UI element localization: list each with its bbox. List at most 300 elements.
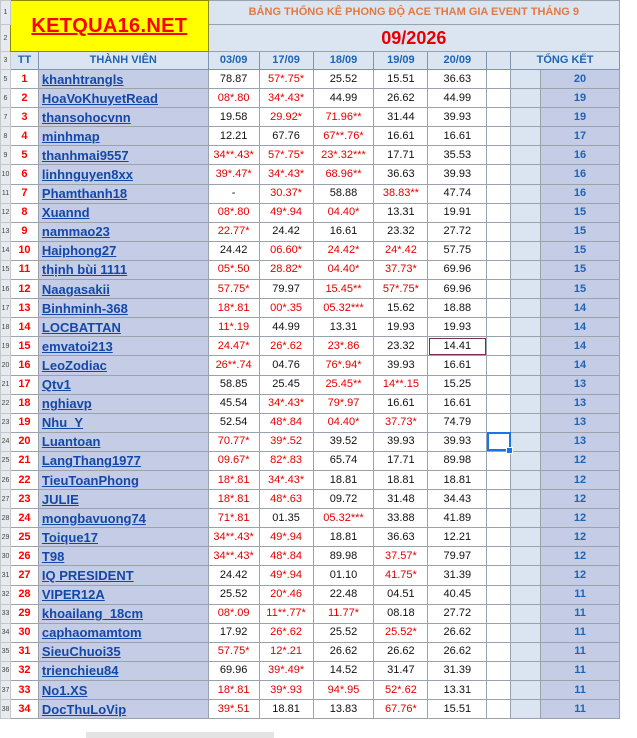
- member-name-link[interactable]: Luantoan: [38, 432, 208, 451]
- score-cell[interactable]: 12.21: [428, 528, 487, 547]
- col-header-date[interactable]: 19/09: [374, 52, 428, 70]
- score-cell[interactable]: 58.88: [313, 184, 374, 203]
- score-cell[interactable]: 18*.81: [208, 681, 259, 700]
- rank-cell[interactable]: 26: [10, 547, 38, 566]
- rank-cell[interactable]: 18: [10, 394, 38, 413]
- rank-cell[interactable]: 33: [10, 681, 38, 700]
- empty-cell[interactable]: [511, 241, 541, 260]
- horizontal-scrollbar[interactable]: [0, 720, 637, 738]
- score-cell[interactable]: 71.96**: [313, 108, 374, 127]
- score-cell[interactable]: 24.42*: [313, 241, 374, 260]
- empty-cell[interactable]: [511, 528, 541, 547]
- score-cell[interactable]: 34**.43*: [208, 547, 259, 566]
- score-cell[interactable]: 19.93: [428, 318, 487, 337]
- col-header-date[interactable]: 03/09: [208, 52, 259, 70]
- empty-cell[interactable]: [511, 509, 541, 528]
- score-cell[interactable]: 36.63: [374, 528, 428, 547]
- score-cell[interactable]: 16.61: [428, 394, 487, 413]
- score-cell[interactable]: 57*.75*: [374, 280, 428, 299]
- score-cell[interactable]: 04.76: [259, 356, 313, 375]
- total-cell[interactable]: 12: [541, 547, 620, 566]
- empty-cell[interactable]: [511, 394, 541, 413]
- score-cell[interactable]: 39*.47*: [208, 165, 259, 184]
- score-cell[interactable]: 13.31: [313, 318, 374, 337]
- empty-cell[interactable]: [511, 642, 541, 661]
- col-header-tt[interactable]: TT: [10, 52, 38, 70]
- total-cell[interactable]: 11: [541, 623, 620, 642]
- score-cell[interactable]: 39.93: [428, 108, 487, 127]
- score-cell[interactable]: 58.85: [208, 375, 259, 394]
- score-cell[interactable]: 57.75*: [208, 642, 259, 661]
- empty-cell[interactable]: [511, 413, 541, 432]
- member-name-link[interactable]: T98: [38, 547, 208, 566]
- score-cell[interactable]: 79.97: [259, 280, 313, 299]
- score-cell[interactable]: 05.32***: [313, 509, 374, 528]
- score-cell[interactable]: 39.93: [374, 432, 428, 451]
- empty-cell[interactable]: [511, 108, 541, 127]
- score-cell[interactable]: 57*.75*: [259, 70, 313, 89]
- score-cell[interactable]: 26.62: [428, 642, 487, 661]
- rank-cell[interactable]: 15: [10, 337, 38, 356]
- member-name-link[interactable]: JULIE: [38, 490, 208, 509]
- member-name-link[interactable]: khanhtrangls: [38, 70, 208, 89]
- score-cell[interactable]: 34**.43*: [208, 528, 259, 547]
- score-cell[interactable]: 47.74: [428, 184, 487, 203]
- score-cell[interactable]: 16.61: [428, 356, 487, 375]
- empty-cell[interactable]: [511, 623, 541, 642]
- score-cell[interactable]: 12.21: [208, 127, 259, 146]
- empty-cell[interactable]: [511, 566, 541, 585]
- total-cell[interactable]: 20: [541, 70, 620, 89]
- rank-cell[interactable]: 9: [10, 222, 38, 241]
- score-cell[interactable]: 23.32: [374, 222, 428, 241]
- col-header-total[interactable]: TỔNG KẾT: [511, 52, 620, 70]
- score-cell[interactable]: 13.31: [428, 681, 487, 700]
- score-cell[interactable]: 38.83**: [374, 184, 428, 203]
- rank-cell[interactable]: 11: [10, 260, 38, 279]
- score-cell[interactable]: 19.91: [428, 203, 487, 222]
- rank-cell[interactable]: 7: [10, 184, 38, 203]
- score-cell[interactable]: 69.96: [208, 661, 259, 680]
- score-cell[interactable]: 22.48: [313, 585, 374, 604]
- member-name-link[interactable]: HoaVoKhuyetRead: [38, 89, 208, 108]
- score-cell[interactable]: 14.52: [313, 661, 374, 680]
- score-cell[interactable]: 44.99: [313, 89, 374, 108]
- score-cell[interactable]: 25.52: [313, 70, 374, 89]
- score-cell[interactable]: 26.62: [313, 642, 374, 661]
- total-cell[interactable]: 11: [541, 642, 620, 661]
- total-cell[interactable]: 16: [541, 165, 620, 184]
- empty-cell[interactable]: [487, 681, 511, 700]
- score-cell[interactable]: 39.93: [374, 356, 428, 375]
- empty-cell[interactable]: [511, 451, 541, 470]
- score-cell[interactable]: 04.40*: [313, 260, 374, 279]
- total-cell[interactable]: 12: [541, 509, 620, 528]
- empty-cell[interactable]: [487, 165, 511, 184]
- total-cell[interactable]: 15: [541, 222, 620, 241]
- empty-cell[interactable]: [511, 203, 541, 222]
- empty-cell[interactable]: [487, 700, 511, 719]
- score-cell[interactable]: 25.45: [259, 375, 313, 394]
- rank-cell[interactable]: 1: [10, 70, 38, 89]
- total-cell[interactable]: 15: [541, 260, 620, 279]
- total-cell[interactable]: 14: [541, 356, 620, 375]
- empty-cell[interactable]: [487, 356, 511, 375]
- score-cell[interactable]: 18*.81: [208, 470, 259, 489]
- score-cell[interactable]: 45.54: [208, 394, 259, 413]
- score-cell[interactable]: 15.51: [374, 70, 428, 89]
- empty-cell[interactable]: [511, 299, 541, 318]
- score-cell[interactable]: 34*.43*: [259, 165, 313, 184]
- score-cell[interactable]: 79.97: [428, 547, 487, 566]
- empty-cell[interactable]: [511, 700, 541, 719]
- score-cell[interactable]: 11*.19: [208, 318, 259, 337]
- member-name-link[interactable]: VIPER12A: [38, 585, 208, 604]
- total-cell[interactable]: 13: [541, 375, 620, 394]
- score-cell[interactable]: 27.72: [428, 604, 487, 623]
- member-name-link[interactable]: trienchieu84: [38, 661, 208, 680]
- member-name-link[interactable]: DocThuLoVip: [38, 700, 208, 719]
- member-name-link[interactable]: Toique17: [38, 528, 208, 547]
- score-cell[interactable]: 18*.81: [208, 490, 259, 509]
- score-cell[interactable]: 04.40*: [313, 413, 374, 432]
- empty-cell[interactable]: [511, 222, 541, 241]
- score-cell[interactable]: 24.42: [259, 222, 313, 241]
- score-cell[interactable]: 18.81: [428, 470, 487, 489]
- member-name-link[interactable]: Binhminh-368: [38, 299, 208, 318]
- col-header-blank[interactable]: [487, 52, 511, 70]
- rank-cell[interactable]: 10: [10, 241, 38, 260]
- score-cell[interactable]: 16.61: [374, 394, 428, 413]
- score-cell[interactable]: 37.73*: [374, 260, 428, 279]
- score-cell[interactable]: 52.54: [208, 413, 259, 432]
- rank-cell[interactable]: 29: [10, 604, 38, 623]
- score-cell[interactable]: 49*.94: [259, 528, 313, 547]
- member-name-link[interactable]: caphaomamtom: [38, 623, 208, 642]
- score-cell[interactable]: 31.39: [428, 566, 487, 585]
- score-cell[interactable]: 13.83: [313, 700, 374, 719]
- rank-cell[interactable]: 21: [10, 451, 38, 470]
- score-cell[interactable]: 29.92*: [259, 108, 313, 127]
- rank-cell[interactable]: 13: [10, 299, 38, 318]
- score-cell[interactable]: 27.72: [428, 222, 487, 241]
- total-cell[interactable]: 19: [541, 89, 620, 108]
- empty-cell[interactable]: [511, 432, 541, 451]
- empty-cell[interactable]: [511, 184, 541, 203]
- score-cell[interactable]: 05*.50: [208, 260, 259, 279]
- total-cell[interactable]: 19: [541, 108, 620, 127]
- score-cell[interactable]: 67.76: [259, 127, 313, 146]
- score-cell[interactable]: 15.51: [428, 700, 487, 719]
- score-cell[interactable]: 04.51: [374, 585, 428, 604]
- score-cell[interactable]: 39*.52: [259, 432, 313, 451]
- score-cell[interactable]: 15.62: [374, 299, 428, 318]
- score-cell[interactable]: 94*.95: [313, 681, 374, 700]
- score-cell[interactable]: 09.72: [313, 490, 374, 509]
- score-cell[interactable]: 14**.15: [374, 375, 428, 394]
- vertical-scroll-area[interactable]: [620, 0, 637, 720]
- rank-cell[interactable]: 24: [10, 509, 38, 528]
- score-cell[interactable]: 08*.80: [208, 203, 259, 222]
- col-header-date[interactable]: 18/09: [313, 52, 374, 70]
- member-name-link[interactable]: No1.XS: [38, 681, 208, 700]
- member-name-link[interactable]: thịnh bùi 1111: [38, 260, 208, 279]
- total-cell[interactable]: 15: [541, 241, 620, 260]
- total-cell[interactable]: 11: [541, 700, 620, 719]
- total-cell[interactable]: 12: [541, 528, 620, 547]
- empty-cell[interactable]: [511, 280, 541, 299]
- empty-cell[interactable]: [487, 509, 511, 528]
- empty-cell[interactable]: [511, 604, 541, 623]
- total-cell[interactable]: 17: [541, 127, 620, 146]
- member-name-link[interactable]: Naagasakii: [38, 280, 208, 299]
- total-cell[interactable]: 11: [541, 585, 620, 604]
- score-cell[interactable]: 08*.09: [208, 604, 259, 623]
- score-cell[interactable]: 52*.62: [374, 681, 428, 700]
- score-cell[interactable]: 37.57*: [374, 547, 428, 566]
- score-cell[interactable]: 06.60*: [259, 241, 313, 260]
- empty-cell[interactable]: [487, 184, 511, 203]
- empty-cell[interactable]: [487, 375, 511, 394]
- score-cell[interactable]: 00*.35: [259, 299, 313, 318]
- score-cell[interactable]: 67**.76*: [313, 127, 374, 146]
- score-cell[interactable]: 28.82*: [259, 260, 313, 279]
- member-name-link[interactable]: Qtv1: [38, 375, 208, 394]
- rank-cell[interactable]: 12: [10, 280, 38, 299]
- total-cell[interactable]: 14: [541, 337, 620, 356]
- empty-cell[interactable]: [487, 642, 511, 661]
- score-cell[interactable]: 14.41: [428, 337, 487, 356]
- score-cell[interactable]: 78.87: [208, 70, 259, 89]
- rank-cell[interactable]: 16: [10, 356, 38, 375]
- rank-cell[interactable]: 32: [10, 661, 38, 680]
- score-cell[interactable]: 30.37*: [259, 184, 313, 203]
- member-name-link[interactable]: linhnguyen8xx: [38, 165, 208, 184]
- score-cell[interactable]: 05.32***: [313, 299, 374, 318]
- score-cell[interactable]: 33.88: [374, 509, 428, 528]
- score-cell[interactable]: 67.76*: [374, 700, 428, 719]
- score-cell[interactable]: 57.75: [428, 241, 487, 260]
- score-cell[interactable]: 39.52: [313, 432, 374, 451]
- total-cell[interactable]: 13: [541, 394, 620, 413]
- score-cell[interactable]: 18.81: [259, 700, 313, 719]
- score-cell[interactable]: 89.98: [428, 451, 487, 470]
- score-cell[interactable]: 25.52: [208, 585, 259, 604]
- score-cell[interactable]: 48*.63: [259, 490, 313, 509]
- rank-cell[interactable]: 17: [10, 375, 38, 394]
- score-cell[interactable]: 09.67*: [208, 451, 259, 470]
- total-cell[interactable]: 14: [541, 318, 620, 337]
- col-header-member[interactable]: THÀNH VIÊN: [38, 52, 208, 70]
- score-cell[interactable]: 24.42: [208, 241, 259, 260]
- member-name-link[interactable]: khoailang_18cm: [38, 604, 208, 623]
- empty-cell[interactable]: [511, 681, 541, 700]
- col-header-date[interactable]: 17/09: [259, 52, 313, 70]
- score-cell[interactable]: 48*.84: [259, 547, 313, 566]
- horizontal-scroll-thumb[interactable]: [86, 732, 274, 738]
- score-cell[interactable]: 34*.43*: [259, 394, 313, 413]
- empty-cell[interactable]: [511, 165, 541, 184]
- member-name-link[interactable]: thanhmai9557: [38, 146, 208, 165]
- score-cell[interactable]: 39.93: [428, 165, 487, 184]
- member-name-link[interactable]: Xuannd: [38, 203, 208, 222]
- score-cell[interactable]: 41.75*: [374, 566, 428, 585]
- rank-cell[interactable]: 30: [10, 623, 38, 642]
- score-cell[interactable]: 25.52: [313, 623, 374, 642]
- empty-cell[interactable]: [487, 528, 511, 547]
- score-cell[interactable]: 13.31: [374, 203, 428, 222]
- score-cell[interactable]: 08*.80: [208, 89, 259, 108]
- empty-cell[interactable]: [487, 241, 511, 260]
- sheet-month[interactable]: 09/2026: [208, 25, 619, 52]
- empty-cell[interactable]: [487, 203, 511, 222]
- score-cell[interactable]: 57*.75*: [259, 146, 313, 165]
- score-cell[interactable]: 70.77*: [208, 432, 259, 451]
- score-cell[interactable]: 22.77*: [208, 222, 259, 241]
- score-cell[interactable]: 16.61: [428, 127, 487, 146]
- empty-cell[interactable]: [487, 585, 511, 604]
- total-cell[interactable]: 14: [541, 299, 620, 318]
- score-cell[interactable]: 39*.93: [259, 681, 313, 700]
- empty-cell[interactable]: [511, 260, 541, 279]
- score-cell[interactable]: 39.93: [428, 432, 487, 451]
- empty-cell[interactable]: [511, 70, 541, 89]
- score-cell[interactable]: 16.61: [313, 222, 374, 241]
- empty-cell[interactable]: [487, 604, 511, 623]
- score-cell[interactable]: 23.32: [374, 337, 428, 356]
- score-cell[interactable]: 44.99: [259, 318, 313, 337]
- rank-cell[interactable]: 14: [10, 318, 38, 337]
- score-cell[interactable]: 35.53: [428, 146, 487, 165]
- empty-cell[interactable]: [487, 337, 511, 356]
- score-cell[interactable]: 65.74: [313, 451, 374, 470]
- total-cell[interactable]: 16: [541, 184, 620, 203]
- total-cell[interactable]: 15: [541, 203, 620, 222]
- score-cell[interactable]: 15.25: [428, 375, 487, 394]
- score-cell[interactable]: 04.40*: [313, 203, 374, 222]
- rank-cell[interactable]: 19: [10, 413, 38, 432]
- sheet-title[interactable]: BẢNG THỐNG KÊ PHONG ĐỘ ACE THAM GIA EVENT THÁNG 9: [208, 1, 619, 25]
- site-logo[interactable]: [10, 1, 208, 52]
- member-name-link[interactable]: Nhu_Y: [38, 413, 208, 432]
- member-name-link[interactable]: minhmap: [38, 127, 208, 146]
- score-cell[interactable]: 68.96**: [313, 165, 374, 184]
- score-cell[interactable]: 39*.49*: [259, 661, 313, 680]
- score-cell[interactable]: 18.81: [313, 528, 374, 547]
- score-cell[interactable]: 17.92: [208, 623, 259, 642]
- empty-cell[interactable]: [487, 318, 511, 337]
- score-cell[interactable]: 25.45**: [313, 375, 374, 394]
- score-cell[interactable]: 34*.43*: [259, 89, 313, 108]
- score-cell[interactable]: 25.52*: [374, 623, 428, 642]
- score-cell[interactable]: 48*.84: [259, 413, 313, 432]
- score-cell[interactable]: 26*.62: [259, 337, 313, 356]
- empty-cell[interactable]: [487, 451, 511, 470]
- empty-cell[interactable]: [487, 89, 511, 108]
- rank-cell[interactable]: 27: [10, 566, 38, 585]
- score-cell[interactable]: 26**.74: [208, 356, 259, 375]
- member-name-link[interactable]: Phamthanh18: [38, 184, 208, 203]
- col-header-date[interactable]: 20/09: [428, 52, 487, 70]
- member-name-link[interactable]: LOCBATTAN: [38, 318, 208, 337]
- total-cell[interactable]: 12: [541, 566, 620, 585]
- score-cell[interactable]: 17.71: [374, 146, 428, 165]
- score-cell[interactable]: 49*.94: [259, 203, 313, 222]
- empty-cell[interactable]: [487, 566, 511, 585]
- score-cell[interactable]: 20*.46: [259, 585, 313, 604]
- member-name-link[interactable]: mongbavuong74: [38, 509, 208, 528]
- score-cell[interactable]: 57.75*: [208, 280, 259, 299]
- member-name-link[interactable]: Haiphong27: [38, 241, 208, 260]
- member-name-link[interactable]: thansohocvnn: [38, 108, 208, 127]
- score-cell[interactable]: 79*.97: [313, 394, 374, 413]
- empty-cell[interactable]: [487, 299, 511, 318]
- score-cell[interactable]: 31.39: [428, 661, 487, 680]
- empty-cell[interactable]: [511, 356, 541, 375]
- member-name-link[interactable]: nammao23: [38, 222, 208, 241]
- empty-cell[interactable]: [487, 127, 511, 146]
- rank-cell[interactable]: 25: [10, 528, 38, 547]
- score-cell[interactable]: 19.58: [208, 108, 259, 127]
- score-cell[interactable]: 31.48: [374, 490, 428, 509]
- rank-cell[interactable]: 34: [10, 700, 38, 719]
- score-cell[interactable]: 24*.42: [374, 241, 428, 260]
- score-cell[interactable]: 36.63: [428, 70, 487, 89]
- empty-cell[interactable]: [487, 623, 511, 642]
- score-cell[interactable]: 31.47: [374, 661, 428, 680]
- member-name-link[interactable]: LangThang1977: [38, 451, 208, 470]
- score-cell[interactable]: 82*.83: [259, 451, 313, 470]
- rank-cell[interactable]: 22: [10, 470, 38, 489]
- score-cell[interactable]: 34.43: [428, 490, 487, 509]
- score-cell[interactable]: 24.47*: [208, 337, 259, 356]
- score-cell[interactable]: 71*.81: [208, 509, 259, 528]
- score-cell[interactable]: 74.79: [428, 413, 487, 432]
- score-cell[interactable]: 26.62: [428, 623, 487, 642]
- score-cell[interactable]: 41.89: [428, 509, 487, 528]
- empty-cell[interactable]: [511, 490, 541, 509]
- empty-cell[interactable]: [511, 89, 541, 108]
- score-cell[interactable]: 18.88: [428, 299, 487, 318]
- empty-cell[interactable]: [511, 146, 541, 165]
- empty-cell[interactable]: [511, 585, 541, 604]
- fill-handle[interactable]: [506, 447, 513, 454]
- total-cell[interactable]: 12: [541, 490, 620, 509]
- score-cell[interactable]: 26.62: [374, 642, 428, 661]
- rank-cell[interactable]: 8: [10, 203, 38, 222]
- rank-cell[interactable]: 6: [10, 165, 38, 184]
- score-cell[interactable]: 17.71: [374, 451, 428, 470]
- empty-cell[interactable]: [511, 127, 541, 146]
- score-cell[interactable]: 34**.43*: [208, 146, 259, 165]
- empty-cell[interactable]: [487, 70, 511, 89]
- total-cell[interactable]: 12: [541, 470, 620, 489]
- score-cell[interactable]: 69.96: [428, 260, 487, 279]
- rank-cell[interactable]: 3: [10, 108, 38, 127]
- total-cell[interactable]: 15: [541, 280, 620, 299]
- score-cell[interactable]: 31.44: [374, 108, 428, 127]
- rank-cell[interactable]: 28: [10, 585, 38, 604]
- score-cell[interactable]: 40.45: [428, 585, 487, 604]
- score-cell[interactable]: 39*.51: [208, 700, 259, 719]
- empty-cell[interactable]: [487, 470, 511, 489]
- score-cell[interactable]: 18.81: [313, 470, 374, 489]
- empty-cell[interactable]: [487, 260, 511, 279]
- score-cell[interactable]: 11**.77*: [259, 604, 313, 623]
- member-name-link[interactable]: LeoZodiac: [38, 356, 208, 375]
- total-cell[interactable]: 11: [541, 604, 620, 623]
- member-name-link[interactable]: TieuToanPhong: [38, 470, 208, 489]
